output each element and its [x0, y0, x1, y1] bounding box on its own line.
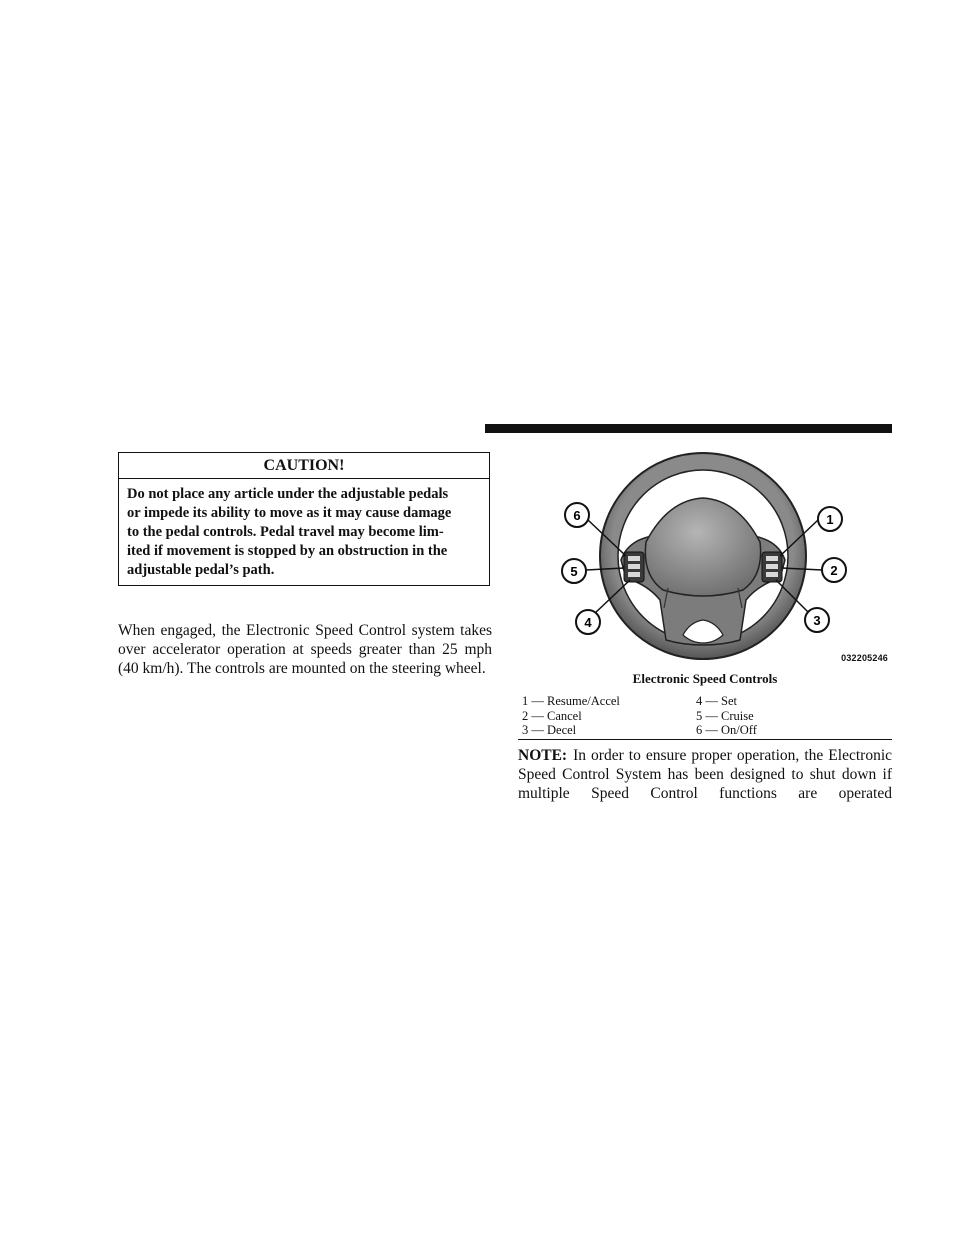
legend-item: 2 — Cancel [522, 708, 582, 723]
body-paragraph: When engaged, the Electronic Speed Control system takes over accelerator operation at speeds greater than 25 mph (40 km/h). The controls are mounted on the steering wheel. [118, 622, 492, 677]
callout-4 [576, 610, 600, 634]
caution-line: Do not place any article under the adjustable pedals [127, 486, 449, 502]
callout-label: 6 [573, 508, 581, 523]
callout-label: 4 [584, 615, 592, 630]
legend-divider [518, 739, 892, 740]
steering-wheel-illustration [518, 440, 892, 668]
caution-line: adjustable pedal’s path. [127, 562, 275, 578]
legend-item: 1 — Resume/Accel [522, 694, 620, 708]
caution-line: or impede its ability to move as it may cause damage [127, 505, 452, 521]
figure-code: 032205246 [841, 653, 888, 663]
callout-1 [818, 507, 842, 531]
callout-label: 5 [570, 564, 578, 579]
callout-label: 3 [813, 613, 821, 628]
callout-2 [822, 558, 846, 582]
note-label: NOTE: [518, 747, 568, 764]
section-header-bar [485, 424, 892, 433]
steering-wheel-figure [518, 440, 892, 668]
callout-6 [565, 503, 589, 527]
legend-item: 6 — On/Off [696, 723, 757, 737]
caution-line: to the pedal controls. Pedal travel may become lim- [127, 524, 444, 540]
callout-5 [562, 559, 586, 583]
legend-row [522, 709, 892, 724]
caution-text [119, 479, 489, 580]
legend-row [522, 723, 892, 738]
caution-box [118, 452, 490, 586]
legend-row [522, 694, 892, 709]
legend-item: 5 — Cruise [696, 708, 754, 723]
right-switch-pad [762, 552, 782, 582]
figure-legend [522, 694, 892, 738]
callout-label: 1 [826, 512, 834, 527]
legend-item: 4 — Set [696, 694, 737, 708]
figure-caption: Electronic Speed Controls [632, 671, 778, 686]
callout-3 [805, 608, 829, 632]
left-switch-pad [624, 552, 644, 582]
callout-label: 2 [830, 563, 838, 578]
note-paragraph [518, 746, 892, 803]
caution-line: ited if movement is stopped by an obstruction in the [127, 543, 448, 559]
legend-item: 3 — Decel [522, 723, 577, 737]
caution-title: CAUTION! [119, 453, 489, 479]
note-body: In order to ensure proper operation, the Electronic Speed Control System has been designed to shut down if multiple Speed Control functions are operated [518, 747, 892, 802]
